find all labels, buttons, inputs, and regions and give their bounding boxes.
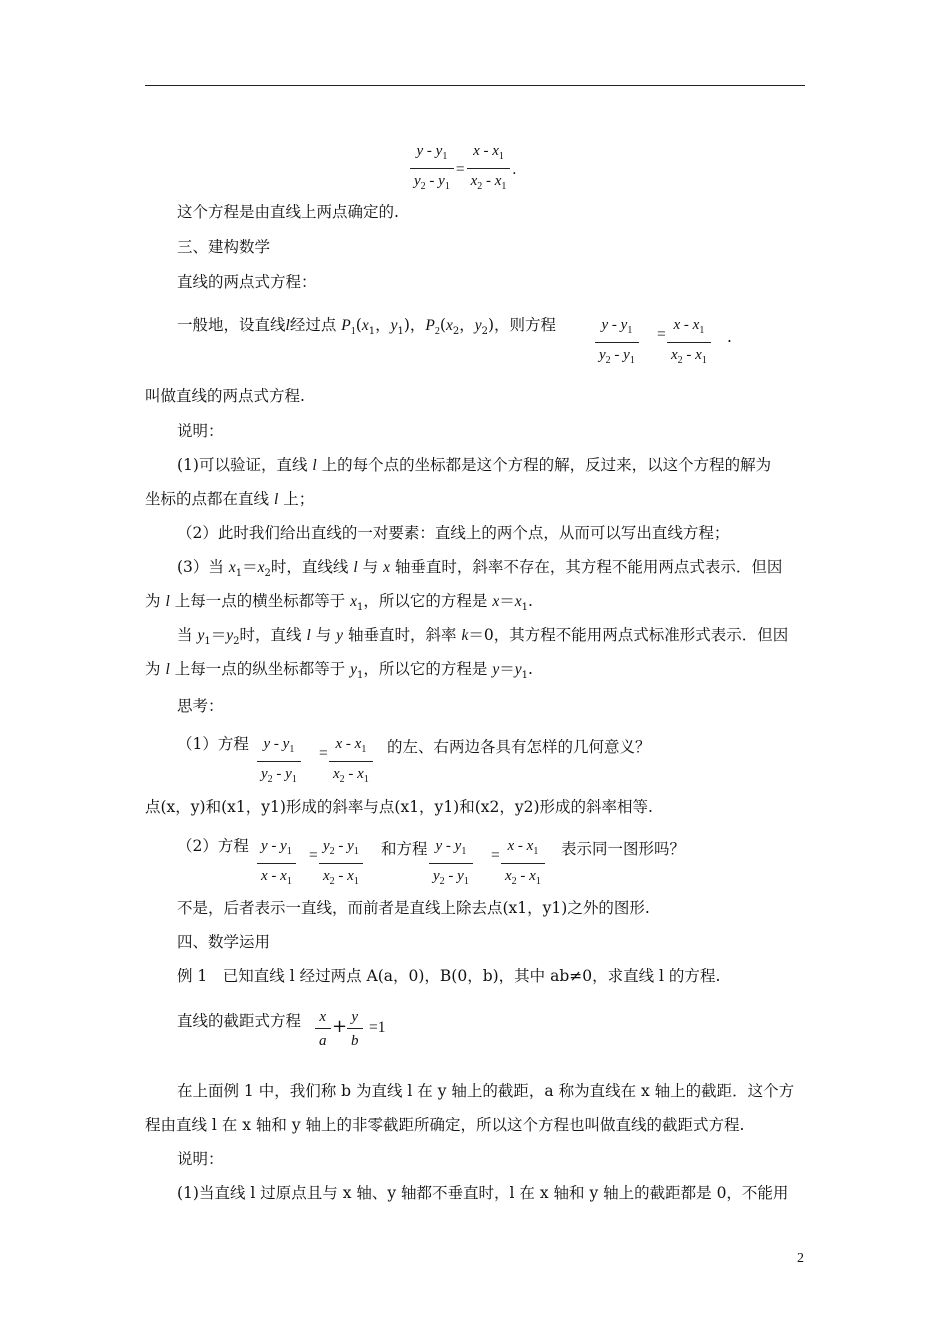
section-heading-3: 三、建构数学 — [177, 238, 271, 256]
note-label-2: 说明： — [177, 1150, 224, 1168]
note-item-last: (1)当直线 l 过原点且与 x 轴、y 轴都不垂直时，l 在 x 轴和 y 轴上的截距都是 0，不能用 — [177, 1184, 789, 1202]
think-question-1: （1）方程 $\frac{y - y_1}{y_2 - y_1}$ = $\frac{x - x_1}{x_2 - x_1}$ 的左、右两边各具有怎样的几何意义？ — [177, 735, 651, 785]
note-item-3a: (3）当 $x_1=x_2$时，直线线 l 与 x 轴垂直时，斜率不存在，其方程不能用两点式表示．但因 — [177, 558, 783, 580]
paragraph-5b: 程由直线 l 在 x 轴和 y 轴上的非零截距所确定，所以这个方程也叫做直线的截距式方程. — [145, 1116, 745, 1134]
fraction-right: $\frac{x - x_1}{x_2 - x_1}$ — [467, 140, 511, 199]
intercept-form: 直线的截距式方程 $\frac{x}{a}$ + $\frac{y}{b}$ =1 — [177, 1010, 847, 1032]
paragraph-1: 这个方程是由直线上两点确定的. — [177, 203, 399, 221]
note-item-2: （2）此时我们给出直线的一对要素：直线上的两个点，从而可以写出直线方程； — [177, 524, 730, 542]
note-item-3b: 为 l 上每一点的横坐标都等于 $x_1$，所以它的方程是 $x=x_1$. — [145, 592, 533, 614]
note-item-4a: 当 $y_1=y_2$时，直线 l 与 y 轴垂直时，斜率 k＝0，其方程不能用两点式标准形式表示．但因 — [177, 626, 789, 648]
note-item-1b: 坐标的点都在直线 l 上； — [145, 490, 315, 508]
def-fraction-right: $\frac{x - x_1}{x_2 - x_1}$ — [667, 314, 711, 373]
think-label: 思考： — [177, 697, 224, 715]
two-point-formula: $\frac{y - y_1}{y_2 - y_1}$ = $\frac{x - x_1}{x_2 - x_1}$ . — [410, 140, 950, 199]
fraction-left: $\frac{y - y_1}{y_2 - y_1}$ — [410, 140, 454, 199]
page-number: 2 — [797, 1251, 804, 1266]
think-answer-1: 点(x，y)和(x1，y1)形成的斜率与点(x1，y1)和(x2，y2)形成的斜率相等. — [145, 798, 653, 816]
section-heading-4: 四、数学运用 — [177, 933, 271, 951]
example-1: 例 1 已知直线 l 经过两点 A(a，0)，B(0，b)，其中 ab≠0，求直线 l 的方程. — [177, 967, 721, 985]
definition-line: 一般地，设直线l经过点 $P_1(x_1$，$y_1$)，$P_2(x_2$，$y_2$)，则方程 $\frac{y - y_1}{y_2 - y_1}$ = $\frac{x - x_1}{x_2 - x_1}$ . — [177, 314, 847, 343]
def-fraction-left: $\frac{y - y_1}{y_2 - y_1}$ — [595, 314, 639, 373]
paragraph-2: 直线的两点式方程： — [177, 273, 317, 291]
note-label-1: 说明： — [177, 422, 224, 440]
header-rule — [145, 85, 805, 86]
think-question-2: （2）方程 $\frac{y - y_1}{x - x_1}$ = $\frac{y_2 - y_1}{x_2 - x_1}$ 和方程 $\frac{y - y_1}{y_2 - y_1}$ = $\frac{x - x_1}{x_2 - x_1}$ 表示同一图形吗？ — [177, 837, 686, 887]
note-item-1a: (1)可以验证，直线 l 上的每个点的坐标都是这个方程的解，反过来，以这个方程的解为 — [177, 456, 772, 474]
note-item-4b: 为 l 上每一点的纵坐标都等于 $y_1$，所以它的方程是 $y=y_1$. — [145, 660, 533, 682]
think-answer-2: 不是，后者表示一直线，而前者是直线上除去点(x1，y1)之外的图形. — [177, 899, 650, 917]
paragraph-4: 叫做直线的两点式方程. — [145, 387, 305, 405]
paragraph-5a: 在上面例 1 中，我们称 b 为直线 l 在 y 轴上的截距，a 称为直线在 x 轴上的截距．这个方 — [177, 1082, 795, 1100]
